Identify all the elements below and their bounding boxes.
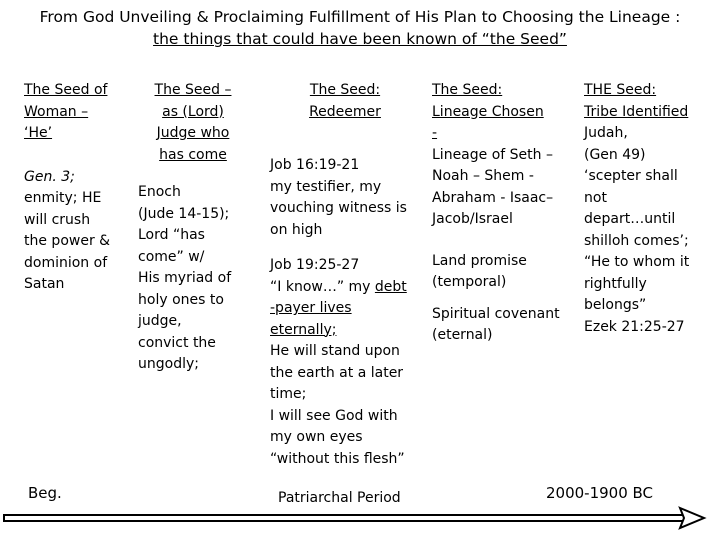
body-line: Job 19:25-27 [270, 257, 360, 273]
column-body [138, 182, 248, 376]
heading-line: The Seed: [309, 82, 381, 98]
timeline-start-label: Beg. [28, 484, 62, 502]
body-line: Abraham - Isaac– [432, 189, 554, 206]
body-line: Enoch [138, 184, 181, 200]
text-span: “I know…” my [270, 278, 375, 295]
job-16-block [270, 155, 422, 241]
body-line: belongs” [584, 297, 647, 313]
body-line: Ezek 21:25-27 [584, 318, 685, 335]
body-line: (Gen 49) [584, 146, 646, 163]
land-promise-block [432, 251, 582, 294]
body-line: judge, [138, 313, 182, 329]
heading-line: The Seed: [432, 82, 503, 98]
body-line: rightfully [584, 275, 647, 292]
body-line: the power & [24, 233, 111, 249]
slide-title [0, 6, 720, 50]
heading-line: as (Lord) [162, 103, 224, 120]
column-heading [138, 80, 248, 166]
column-seed-of-woman [24, 80, 124, 296]
body-line: holy ones to [138, 291, 224, 308]
column-seed-as-judge [138, 80, 248, 376]
body-line: enmity; HE [24, 190, 102, 206]
body-line: shilloh comes’; [584, 232, 689, 249]
body-line: He will stand upon [270, 343, 400, 359]
body-line: my testifier, my [270, 178, 382, 195]
column-heading [432, 80, 582, 145]
heading-line: Woman – [24, 103, 89, 120]
heading-line: The Seed of [24, 82, 108, 98]
body-line: come” w/ [138, 248, 205, 265]
arrowhead-icon [680, 508, 704, 528]
column-lineage-chosen [432, 80, 582, 347]
body-line: the earth at a later [270, 364, 404, 381]
body-line: (temporal) [432, 274, 507, 290]
spiritual-covenant-block [432, 304, 582, 347]
body-line: depart…until [584, 211, 676, 227]
body-line: my own eyes [270, 429, 363, 445]
body-line: (eternal) [432, 327, 493, 343]
body-line: on high [270, 221, 323, 238]
body-line: I will see God with [270, 407, 398, 424]
body-line: “without this flesh” [270, 450, 405, 467]
heading-line: ‘He’ [24, 125, 53, 141]
column-heading [24, 80, 124, 145]
body-line: Lineage of Seth – [432, 146, 553, 163]
title-line-1: From God Unveiling & Proclaiming Fulfillment of His Plan to Choosing the Lineage : [39, 8, 681, 26]
body-line: Noah – Shem - [432, 168, 534, 184]
body-line: -payer lives [270, 300, 352, 316]
body-line: His myriad of [138, 270, 232, 286]
text-span: debt [374, 278, 407, 295]
body-line: convict the [138, 334, 216, 351]
heading-line: has come [159, 146, 227, 163]
body-line: dominion of [24, 254, 108, 271]
column-seed-redeemer [270, 80, 422, 470]
timeline-arrow [0, 504, 720, 534]
body-line: Lord “has [138, 227, 205, 243]
job-19-block [270, 255, 422, 470]
heading-line: The Seed – [154, 82, 232, 98]
body-line: time; [270, 386, 307, 402]
column-body [24, 167, 124, 296]
heading-line: Lineage Chosen [432, 103, 544, 120]
body-line: Satan [24, 276, 65, 292]
date-range-label: 2000-1900 BC [546, 484, 654, 502]
body-line: will crush [24, 211, 91, 228]
body-line: Jacob/Israel [432, 211, 513, 227]
lineage-block [432, 145, 582, 231]
body-line [270, 277, 422, 299]
body-line: ungodly; [138, 356, 199, 372]
body-line: Land promise [432, 252, 527, 269]
body-line: (Jude 14-15); [138, 205, 230, 222]
heading-line: - [432, 125, 438, 141]
period-label: Patriarchal Period [278, 490, 401, 506]
body-line: vouching witness is [270, 200, 407, 216]
heading-line: THE Seed: [584, 82, 657, 98]
heading-line: Judge who [156, 125, 230, 141]
body-line: Gen. 3; [24, 168, 75, 185]
column-body [584, 123, 714, 338]
body-line: not [584, 189, 607, 206]
column-tribe-identified [584, 80, 714, 338]
body-line: ‘scepter shall [584, 168, 678, 184]
body-line: Judah, [584, 125, 628, 141]
body-line: Spiritual covenant [432, 305, 560, 322]
column-heading [584, 80, 714, 123]
body-line: “He to whom it [584, 254, 690, 270]
body-line: Job 16:19-21 [270, 157, 360, 173]
body-line: eternally; [270, 321, 337, 338]
heading-line: Redeemer [309, 103, 381, 120]
heading-line: Tribe Identified [584, 103, 689, 120]
title-line-2: the things that could have been known of “the Seed” [153, 30, 567, 48]
column-heading [270, 80, 420, 123]
